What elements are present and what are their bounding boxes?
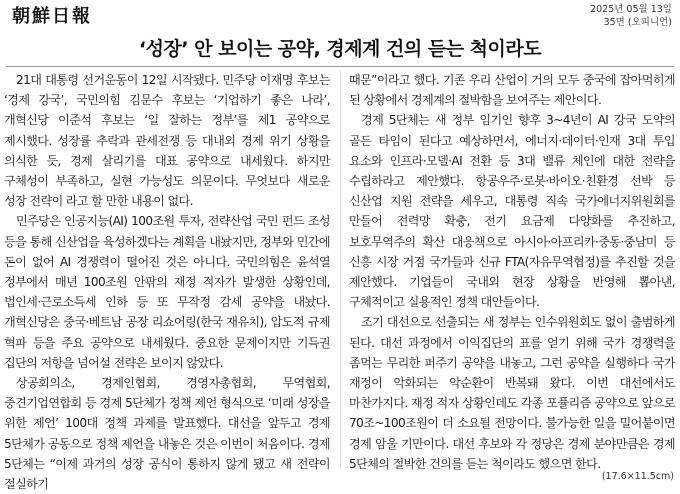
page-section: 35면 (오피니언)	[603, 17, 672, 28]
publication-date: 2025년 05월 13일	[590, 4, 672, 15]
article-paragraph: 조기 대선으로 선출되는 새 정부는 인수위원회도 없이 출범하게 된다. 대선 과정에서 이익집단의 표를 얻기 위해 국가 경쟁력을 좀먹는 무리한 퍼주기 공약을 내놓고, 그런 공약을 실행하다 국가 재정이 악화되는 악순환이 반복돼 왔다. 이번 대선에서도 마찬가지다. 재정 적자 상황인데도 각종 포퓰리즘 공약으로 앞으로 70조~100조원이 더 소요될 전망이다. 불가능한 일을 밀어붙이면 경제 암울 기만이다. 대선 후보와 각 정당은 경제 분야만큼은 경제 5단체의 절박한 건의를 듣는 척이라도 했으면 한다.	[349, 315, 675, 471]
article-headline: ‘성장’ 안 보이는 공약, 경제계 건의 듣는 척이라도	[138, 38, 542, 60]
article-column-left	[4, 70, 330, 494]
column-divider	[340, 70, 341, 468]
newspaper-masthead: 朝鮮日報	[12, 6, 92, 27]
dateline	[590, 3, 672, 29]
headline-divider	[6, 66, 674, 67]
article-paragraph: 때문”이라고 했다. 기존 우리 산업이 거의 모두 중국에 잡아먹히게 된 상황에서 경제계의 절박함을 보여주는 제안이다.	[349, 73, 675, 108]
article-paragraph: 상공회의소, 경제인협회, 경영자총협회, 무역협회, 중견기업연합회 등 경제 5단체가 정책 제언 형식으로 ‘미래 성장을 위한 제언’ 100대 정책 과제를 발표했다. 대선을 앞두고 경제 5단체가 공동으로 정책 제언을 내놓은 것은 이번이 처음이다. 경제 5단체는 “이제 과거의 성장 공식이 통하지 않게 됐고 새 전략이 절실하기	[4, 376, 330, 492]
article-column-right	[349, 70, 675, 474]
article-paragraph: 경제 5단체는 새 정부 임기인 향후 3~4년이 AI 강국 도약의 골든 타임이 된다고 예상하면서, 에너지·데이터·인재 3대 투입 요소와 인프라·모델·AI 전환 등 3대 밸류 체인에 대한 전략을 수립하라고 제안했다. 항공우주·로봇·바이오·친환경 선박 등 신산업 지원 전략을 세우고, 대통령 직속 국가에너지위원회를 만들어 전력망 확충, 전기 요금제 다양화를 추진하고, 보호무역주의 확산 대응책으로 아시아·아프리카·중동·중남미 등 신흥 시장 거점 국가들과 신규 FTA(자유무역협정)를 추진할 것을 제안했다. 기업들이 국내외 현장 상황을 반영해 뽑아낸, 구체적이고 실용적인 정책 대안들이다.	[349, 113, 675, 310]
clipping-size-note: (17.6×11.5cm)	[601, 471, 674, 482]
article-paragraph: 21대 대통령 선거운동이 12일 시작됐다. 민주당 이재명 후보는 ‘경제 강국’, 국민의힘 김문수 후보는 ‘기업하기 좋은 나라’, 개혁신당 이준석 후보는 ‘일 잘하는 정부’를 제1 공약으로 제시했다. 성장률 추락과 관세전쟁 등 대내외 경제 위기 상황을 의식한 듯, 경제 살리기를 대표 공약으로 내세웠다. 하지만 구체성이 부족하고, 실현 가능성도 의문이다. 무엇보다 새로운 성장 전략이 라고 할 만한 내용이 없다.	[4, 73, 330, 209]
article-paragraph: 민주당은 인공지능(AI) 100조원 투자, 전략산업 국민 펀드 조성 등을 통해 신산업을 육성하겠다는 계획을 내놨지만, 정부와 민간에 돈이 없어 AI 경쟁력이 떨어진 것은 아니다. 국민의힘은 윤석열 정부에서 매년 100조원 안팎의 재정 적자가 발생한 상황인데, 법인세·근로소득세 인하 등 또 무작정 감세 공약을 내놨다. 개혁신당은 중국·베트남 공장 리쇼어링(한국 재유치), 압도적 규제 혁파 등을 주요 공약으로 내세웠다. 중요한 문제이지만 기득권 집단의 저항을 넘어설 전략은 보이지 않았다.	[4, 214, 330, 370]
